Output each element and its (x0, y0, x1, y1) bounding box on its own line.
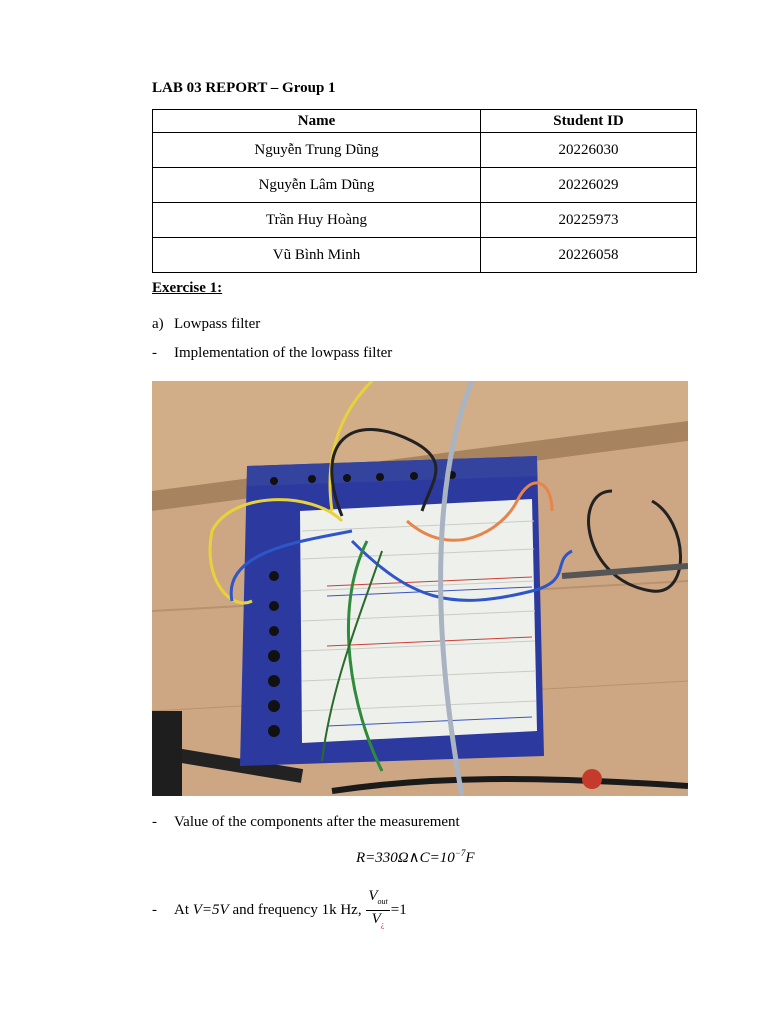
table-header-row (153, 110, 697, 133)
column-header-name: Name (153, 110, 481, 133)
item-a-text: Lowpass filter (174, 316, 261, 332)
cell-student-id: 20225973 (481, 203, 697, 238)
measurement-voltage: V=5V (192, 901, 229, 918)
table-row (153, 168, 697, 203)
bullet-text: Implementation of the lowpass filter (174, 345, 393, 361)
cell-student-id: 20226030 (481, 133, 697, 168)
measurement-middle: and frequency 1k Hz, (228, 901, 366, 918)
table-row (153, 133, 697, 168)
table-row (153, 238, 697, 273)
denominator-subscript: ¿ (380, 920, 385, 929)
breadboard-photo-illustration (152, 381, 688, 796)
members-table (152, 109, 697, 273)
cell-name: Trần Huy Hoàng (153, 203, 481, 238)
fraction-numerator (366, 888, 389, 911)
item-a-line (152, 316, 260, 333)
bullet-marker: - (152, 345, 157, 361)
measurement-result: =1 (390, 901, 407, 918)
table-row (153, 203, 697, 238)
formula-exponent: −7 (454, 848, 466, 858)
formula-unit: F (465, 850, 475, 866)
exercise-heading: Exercise 1: (152, 280, 223, 296)
bullet-component-values (152, 814, 460, 831)
cell-name: Nguyễn Lâm Dũng (153, 168, 481, 203)
item-a-marker: a) (152, 316, 164, 332)
voltage-ratio-fraction (366, 888, 389, 933)
cell-name: Nguyễn Trung Dũng (153, 133, 481, 168)
bullet-text: Value of the components after the measurement (174, 814, 460, 830)
numerator-symbol: V (368, 888, 378, 904)
component-formula (356, 848, 475, 867)
bullet-measurement (152, 888, 407, 933)
breadboard-photo (152, 381, 688, 796)
measurement-prefix: At (174, 901, 193, 918)
column-header-student-id: Student ID (481, 110, 697, 133)
bullet-marker: - (152, 901, 157, 918)
denominator-symbol: V (371, 911, 381, 927)
cell-student-id: 20226029 (481, 168, 697, 203)
formula-text: R=330Ω∧C=10 (356, 850, 455, 866)
cell-student-id: 20226058 (481, 238, 697, 273)
numerator-subscript: out (377, 897, 388, 906)
fraction-denominator (366, 911, 389, 933)
bullet-implementation (152, 345, 392, 362)
bullet-marker: - (152, 814, 157, 830)
cell-name: Vũ Bình Minh (153, 238, 481, 273)
page-title: LAB 03 REPORT – Group 1 (152, 80, 336, 96)
